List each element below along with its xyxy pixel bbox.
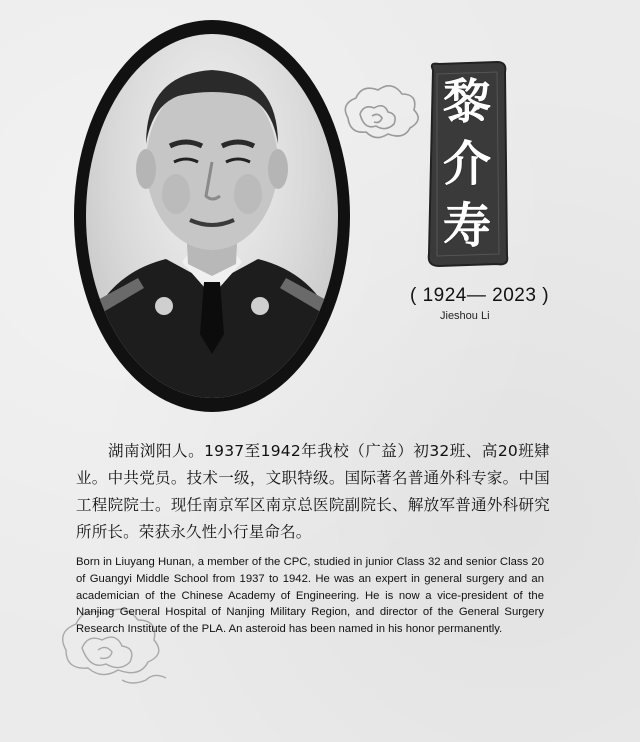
biography-chinese: 湖南浏阳人。1937至1942年我校（广益）初32班、高20班肄业。中共党员。技术一级，文职特级。国际著名普通外科专家。中国工程院院士。现任南京军区南京总医院副院长、解放军普通外科研究所所长。荣获永久性小行星命名。 — [76, 442, 550, 541]
life-years: ( 1924— 2023 ) — [410, 285, 550, 306]
name-plaque — [425, 60, 509, 268]
name-char-3: 寿 — [442, 198, 491, 254]
cloud-ornament-top — [338, 78, 428, 148]
name-char-2: 介 — [442, 136, 491, 192]
english-name: Jieshou Li — [440, 310, 490, 322]
portrait-photo — [86, 34, 338, 398]
biography-english: Born in Liuyang Hunan, a member of the CPC, studied in junior Class 32 and senior Class 20 of Guangyi Middle School from 1937 to 1942. He was an expert in general surgery and an academician of the Chinese Academy of Engineering. He is now a vice-president of the Nanjing General Hospital of Nanjing Military Region, and director of the General Surgery Research Institute of the PLA. An asteroid has been named in his honor permanently. — [76, 556, 544, 636]
name-char-1: 黎 — [442, 74, 491, 130]
